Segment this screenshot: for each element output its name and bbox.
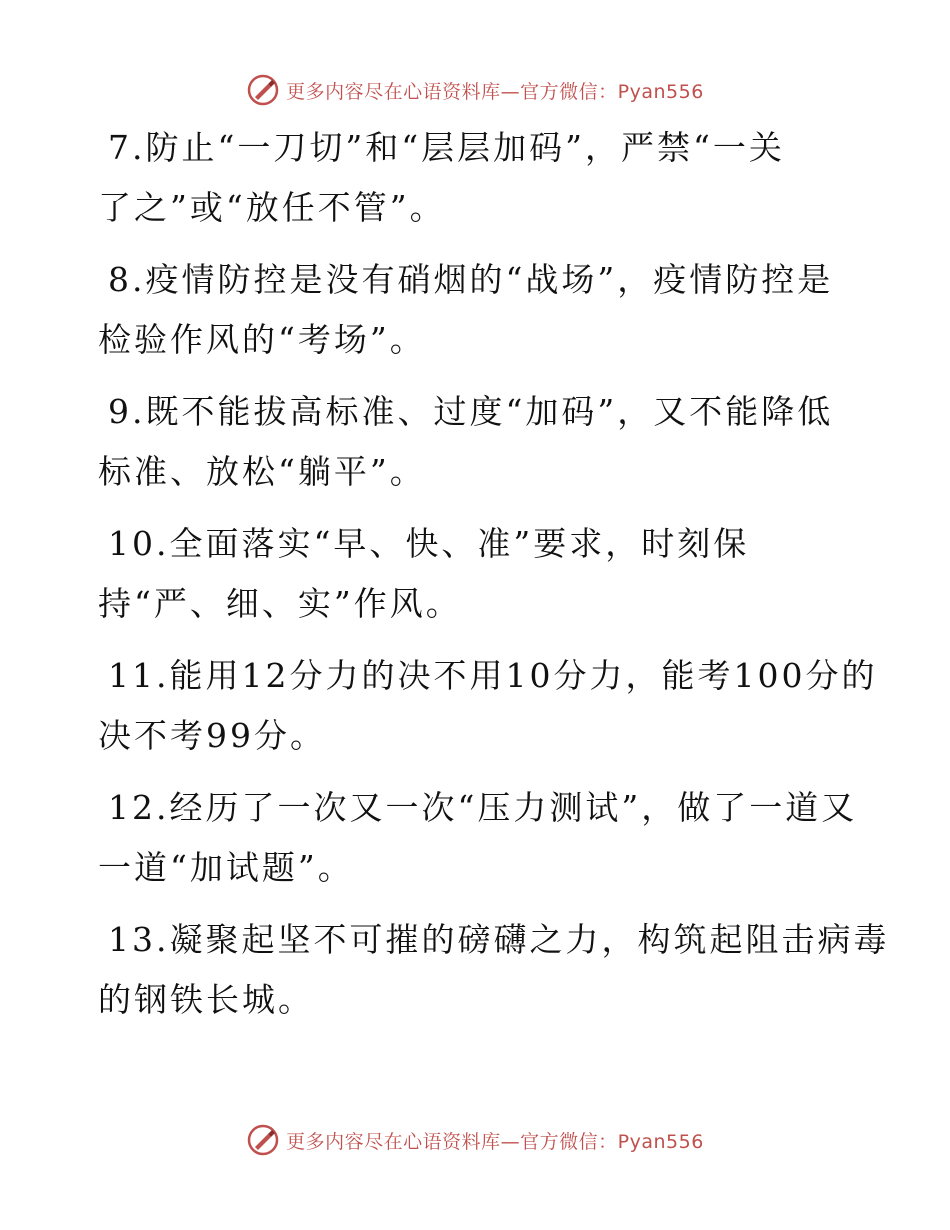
list-item [98,646,878,766]
list-item [98,514,858,634]
item-line: 10.全面落实“早、快、准”要求，时刻保 [108,524,750,563]
item-line: 12.经历了一次又一次“压力测试”，做了一道又 [108,788,858,827]
item-line: 标准、放松“躺平”。 [98,452,426,491]
item-line: 一道“加试题”。 [98,848,354,887]
list-item [98,250,858,370]
item-line: 的钢铁长城。 [98,980,314,1019]
item-line: 13.凝聚起坚不可摧的磅礴之力，构筑起阻击病毒 [108,920,890,959]
watermark-text: 更多内容尽在心语资料库—官方微信：Pyan556 [286,1130,704,1153]
item-line: 8.疫情防控是没有硝烟的“战场”，疫情防控是 [108,260,834,299]
pen-logo-icon [246,1123,280,1157]
header-watermark [0,70,950,110]
document-body [98,118,890,1042]
list-item [98,382,858,502]
item-line: 检验作风的“考场”。 [98,320,426,359]
pen-logo-icon [246,73,280,107]
watermark-text: 更多内容尽在心语资料库—官方微信：Pyan556 [286,80,704,103]
list-item [98,118,858,238]
item-line: 11.能用12分力的决不用10分力，能考100分的 [108,656,878,695]
footer-watermark [0,1120,950,1160]
item-line: 7.防止“一刀切”和“层层加码”，严禁“一关 [108,128,785,167]
item-line: 了之”或“放任不管”。 [98,188,446,227]
list-item [98,778,858,898]
list-item [98,910,890,1030]
item-line: 决不考99分。 [98,716,326,755]
item-line: 9.既不能拔高标准、过度“加码”，又不能降低 [108,392,834,431]
item-line: 持“严、细、实”作风。 [98,584,462,623]
